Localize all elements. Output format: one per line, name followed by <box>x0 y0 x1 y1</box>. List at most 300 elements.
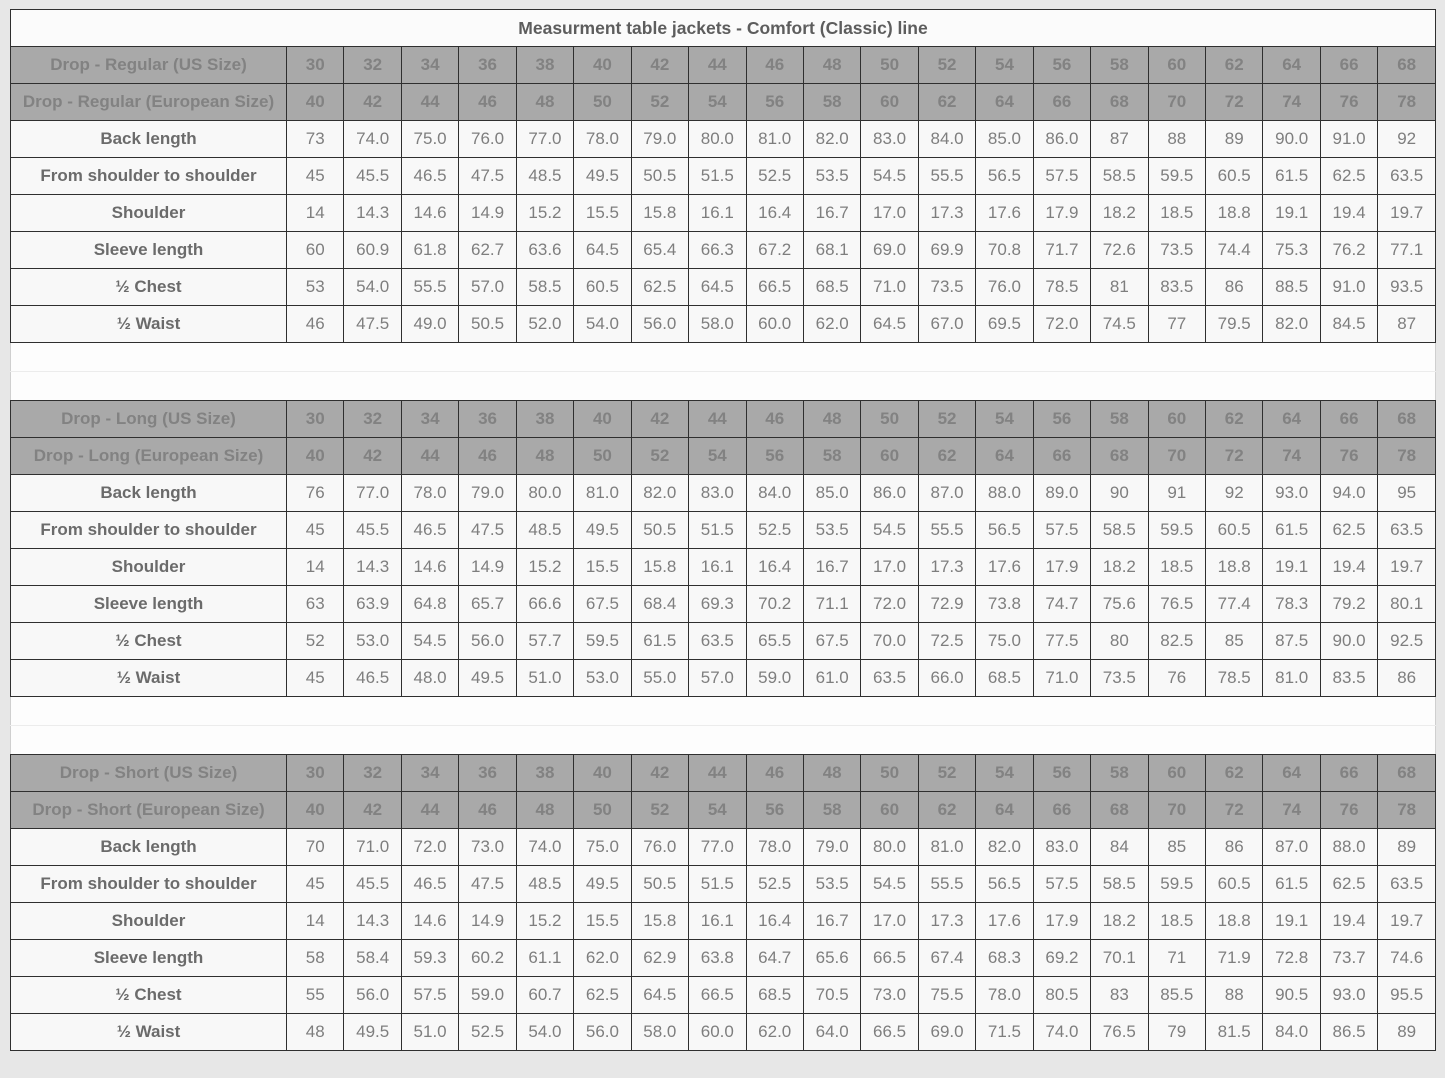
value-cell: 53.5 <box>803 512 860 549</box>
size-cell: 48 <box>516 792 573 829</box>
value-cell: 84 <box>1091 829 1148 866</box>
value-cell: 19.4 <box>1320 195 1377 232</box>
value-cell: 76 <box>287 475 344 512</box>
value-cell: 56.5 <box>976 512 1033 549</box>
spacer-row <box>11 697 1436 726</box>
size-cell: 68 <box>1091 84 1148 121</box>
size-cell: 74 <box>1263 792 1320 829</box>
value-cell: 67.5 <box>803 623 860 660</box>
value-cell: 66.6 <box>516 586 573 623</box>
value-cell: 79.2 <box>1320 586 1377 623</box>
value-cell: 60.9 <box>344 232 401 269</box>
value-cell: 59.5 <box>1148 158 1205 195</box>
value-cell: 14.9 <box>459 549 516 586</box>
measurement-row <box>11 195 1436 232</box>
value-cell: 51.5 <box>689 866 746 903</box>
size-cell: 44 <box>401 438 458 475</box>
value-cell: 71.5 <box>976 1014 1033 1051</box>
size-cell: 64 <box>1263 47 1320 84</box>
value-cell: 49.5 <box>574 512 631 549</box>
value-cell: 54.5 <box>861 512 918 549</box>
value-cell: 63.5 <box>1378 158 1436 195</box>
row-label: Sleeve length <box>11 940 287 977</box>
value-cell: 63 <box>287 586 344 623</box>
size-cell: 40 <box>287 792 344 829</box>
value-cell: 71.0 <box>344 829 401 866</box>
size-cell: 66 <box>1320 401 1377 438</box>
value-cell: 77.0 <box>516 121 573 158</box>
measurement-row <box>11 512 1436 549</box>
section-header-row <box>11 755 1436 792</box>
section-header-label: Drop - Short (US Size) <box>11 755 287 792</box>
value-cell: 17.0 <box>861 903 918 940</box>
value-cell: 78.0 <box>976 977 1033 1014</box>
value-cell: 65.7 <box>459 586 516 623</box>
value-cell: 90.0 <box>1320 623 1377 660</box>
size-cell: 44 <box>401 84 458 121</box>
value-cell: 81.0 <box>746 121 803 158</box>
value-cell: 18.8 <box>1206 195 1263 232</box>
section-header-label: Drop - Long (US Size) <box>11 401 287 438</box>
value-cell: 78.0 <box>574 121 631 158</box>
value-cell: 85.0 <box>976 121 1033 158</box>
value-cell: 60.7 <box>516 977 573 1014</box>
value-cell: 72.8 <box>1263 940 1320 977</box>
value-cell: 73.7 <box>1320 940 1377 977</box>
value-cell: 83.5 <box>1320 660 1377 697</box>
value-cell: 62.0 <box>574 940 631 977</box>
value-cell: 60.0 <box>746 306 803 343</box>
value-cell: 62.5 <box>1320 866 1377 903</box>
value-cell: 73.5 <box>1091 660 1148 697</box>
value-cell: 66.0 <box>918 660 975 697</box>
value-cell: 70.2 <box>746 586 803 623</box>
size-cell: 46 <box>746 401 803 438</box>
size-cell: 78 <box>1378 792 1436 829</box>
value-cell: 60.2 <box>459 940 516 977</box>
size-cell: 52 <box>918 47 975 84</box>
size-cell: 52 <box>631 438 688 475</box>
value-cell: 17.3 <box>918 903 975 940</box>
value-cell: 15.2 <box>516 549 573 586</box>
value-cell: 53 <box>287 269 344 306</box>
value-cell: 57.0 <box>459 269 516 306</box>
value-cell: 46.5 <box>401 512 458 549</box>
value-cell: 56.0 <box>459 623 516 660</box>
value-cell: 45 <box>287 512 344 549</box>
size-cell: 70 <box>1148 792 1205 829</box>
size-cell: 76 <box>1320 84 1377 121</box>
size-cell: 64 <box>976 84 1033 121</box>
value-cell: 75.0 <box>976 623 1033 660</box>
value-cell: 78.5 <box>1206 660 1263 697</box>
value-cell: 14.6 <box>401 549 458 586</box>
value-cell: 95 <box>1378 475 1436 512</box>
size-cell: 62 <box>1206 401 1263 438</box>
size-cell: 42 <box>344 792 401 829</box>
value-cell: 87.0 <box>1263 829 1320 866</box>
value-cell: 80.5 <box>1033 977 1090 1014</box>
size-cell: 42 <box>344 84 401 121</box>
value-cell: 79.0 <box>803 829 860 866</box>
measurement-table <box>10 9 1436 1051</box>
value-cell: 76.0 <box>459 121 516 158</box>
value-cell: 56.0 <box>344 977 401 1014</box>
value-cell: 49.5 <box>574 866 631 903</box>
size-cell: 50 <box>861 47 918 84</box>
value-cell: 69.0 <box>861 232 918 269</box>
measurement-row <box>11 660 1436 697</box>
value-cell: 14.3 <box>344 903 401 940</box>
value-cell: 63.5 <box>861 660 918 697</box>
value-cell: 83.0 <box>861 121 918 158</box>
size-cell: 72 <box>1206 792 1263 829</box>
row-label: Shoulder <box>11 549 287 586</box>
value-cell: 47.5 <box>344 306 401 343</box>
value-cell: 52.5 <box>746 512 803 549</box>
value-cell: 75.6 <box>1091 586 1148 623</box>
value-cell: 60 <box>287 232 344 269</box>
value-cell: 49.5 <box>344 1014 401 1051</box>
value-cell: 16.4 <box>746 903 803 940</box>
value-cell: 49.5 <box>574 158 631 195</box>
value-cell: 50.5 <box>631 866 688 903</box>
value-cell: 78.5 <box>1033 269 1090 306</box>
value-cell: 16.7 <box>803 549 860 586</box>
value-cell: 62.5 <box>1320 158 1377 195</box>
size-cell: 50 <box>861 401 918 438</box>
size-cell: 38 <box>516 47 573 84</box>
value-cell: 18.5 <box>1148 549 1205 586</box>
size-cell: 60 <box>861 438 918 475</box>
size-cell: 40 <box>574 401 631 438</box>
row-label: From shoulder to shoulder <box>11 158 287 195</box>
value-cell: 77.5 <box>1033 623 1090 660</box>
measurement-row <box>11 158 1436 195</box>
size-cell: 74 <box>1263 84 1320 121</box>
value-cell: 15.2 <box>516 195 573 232</box>
size-cell: 38 <box>516 401 573 438</box>
value-cell: 70.1 <box>1091 940 1148 977</box>
value-cell: 55.5 <box>918 512 975 549</box>
section-header-row <box>11 792 1436 829</box>
size-cell: 48 <box>516 84 573 121</box>
value-cell: 68.5 <box>803 269 860 306</box>
size-cell: 62 <box>1206 755 1263 792</box>
measurement-row <box>11 232 1436 269</box>
value-cell: 70 <box>287 829 344 866</box>
size-cell: 32 <box>344 47 401 84</box>
value-cell: 84.0 <box>918 121 975 158</box>
value-cell: 66.5 <box>861 940 918 977</box>
measurement-row <box>11 549 1436 586</box>
size-cell: 36 <box>459 401 516 438</box>
row-label: From shoulder to shoulder <box>11 866 287 903</box>
value-cell: 80.0 <box>861 829 918 866</box>
value-cell: 74.0 <box>516 829 573 866</box>
value-cell: 93.0 <box>1263 475 1320 512</box>
value-cell: 90.5 <box>1263 977 1320 1014</box>
value-cell: 62.5 <box>574 977 631 1014</box>
size-cell: 48 <box>516 438 573 475</box>
row-label: Sleeve length <box>11 586 287 623</box>
value-cell: 71.9 <box>1206 940 1263 977</box>
value-cell: 54.0 <box>574 306 631 343</box>
value-cell: 63.8 <box>689 940 746 977</box>
value-cell: 72.0 <box>401 829 458 866</box>
size-cell: 34 <box>401 401 458 438</box>
value-cell: 68.4 <box>631 586 688 623</box>
value-cell: 51.5 <box>689 158 746 195</box>
value-cell: 58 <box>287 940 344 977</box>
value-cell: 16.7 <box>803 195 860 232</box>
size-cell: 46 <box>459 792 516 829</box>
value-cell: 71.0 <box>1033 660 1090 697</box>
size-cell: 52 <box>918 755 975 792</box>
value-cell: 82.0 <box>631 475 688 512</box>
value-cell: 76.5 <box>1091 1014 1148 1051</box>
row-label: ½ Waist <box>11 1014 287 1051</box>
size-cell: 56 <box>1033 755 1090 792</box>
value-cell: 75.0 <box>401 121 458 158</box>
size-cell: 36 <box>459 755 516 792</box>
value-cell: 52.5 <box>746 158 803 195</box>
section-header-row <box>11 47 1436 84</box>
value-cell: 91 <box>1148 475 1205 512</box>
value-cell: 19.7 <box>1378 903 1436 940</box>
value-cell: 17.0 <box>861 195 918 232</box>
value-cell: 62.0 <box>803 306 860 343</box>
spacer-cell <box>11 726 1436 755</box>
measurement-row <box>11 475 1436 512</box>
value-cell: 64.5 <box>574 232 631 269</box>
value-cell: 88.0 <box>1320 829 1377 866</box>
value-cell: 66.3 <box>689 232 746 269</box>
size-cell: 72 <box>1206 84 1263 121</box>
value-cell: 69.3 <box>689 586 746 623</box>
size-cell: 62 <box>918 438 975 475</box>
value-cell: 73.5 <box>918 269 975 306</box>
value-cell: 17.9 <box>1033 195 1090 232</box>
value-cell: 56.0 <box>574 1014 631 1051</box>
value-cell: 73.0 <box>861 977 918 1014</box>
value-cell: 61.5 <box>1263 158 1320 195</box>
value-cell: 73.0 <box>459 829 516 866</box>
section-header-label: Drop - Regular (European Size) <box>11 84 287 121</box>
value-cell: 14 <box>287 195 344 232</box>
value-cell: 59.5 <box>574 623 631 660</box>
size-cell: 32 <box>344 401 401 438</box>
value-cell: 83 <box>1091 977 1148 1014</box>
value-cell: 50.5 <box>631 158 688 195</box>
value-cell: 90.0 <box>1263 121 1320 158</box>
value-cell: 14.6 <box>401 903 458 940</box>
value-cell: 17.9 <box>1033 903 1090 940</box>
size-cell: 48 <box>803 401 860 438</box>
value-cell: 74.4 <box>1206 232 1263 269</box>
size-cell: 40 <box>287 438 344 475</box>
value-cell: 58.5 <box>516 269 573 306</box>
value-cell: 52.0 <box>516 306 573 343</box>
value-cell: 63.5 <box>1378 866 1436 903</box>
value-cell: 58.5 <box>1091 512 1148 549</box>
value-cell: 65.5 <box>746 623 803 660</box>
value-cell: 71 <box>1148 940 1205 977</box>
value-cell: 86.5 <box>1320 1014 1377 1051</box>
measurement-row <box>11 121 1436 158</box>
size-cell: 46 <box>459 84 516 121</box>
value-cell: 46.5 <box>401 158 458 195</box>
value-cell: 45.5 <box>344 512 401 549</box>
value-cell: 82.0 <box>1263 306 1320 343</box>
size-cell: 56 <box>746 792 803 829</box>
value-cell: 74.5 <box>1091 306 1148 343</box>
value-cell: 80.1 <box>1378 586 1436 623</box>
value-cell: 61.5 <box>1263 866 1320 903</box>
value-cell: 62.9 <box>631 940 688 977</box>
value-cell: 68.5 <box>976 660 1033 697</box>
value-cell: 82.0 <box>976 829 1033 866</box>
size-cell: 54 <box>689 438 746 475</box>
row-label: ½ Waist <box>11 306 287 343</box>
measurement-row <box>11 269 1436 306</box>
value-cell: 94.0 <box>1320 475 1377 512</box>
value-cell: 72.9 <box>918 586 975 623</box>
value-cell: 70.8 <box>976 232 1033 269</box>
value-cell: 69.9 <box>918 232 975 269</box>
value-cell: 45 <box>287 158 344 195</box>
value-cell: 81.5 <box>1206 1014 1263 1051</box>
value-cell: 66.5 <box>746 269 803 306</box>
size-cell: 70 <box>1148 438 1205 475</box>
value-cell: 86 <box>1378 660 1436 697</box>
size-cell: 78 <box>1378 438 1436 475</box>
value-cell: 88.0 <box>976 475 1033 512</box>
size-cell: 54 <box>976 47 1033 84</box>
row-label: ½ Chest <box>11 269 287 306</box>
value-cell: 54.0 <box>344 269 401 306</box>
value-cell: 76 <box>1148 660 1205 697</box>
value-cell: 92 <box>1206 475 1263 512</box>
value-cell: 63.5 <box>1378 512 1436 549</box>
value-cell: 59.3 <box>401 940 458 977</box>
value-cell: 72.5 <box>918 623 975 660</box>
value-cell: 46.5 <box>344 660 401 697</box>
value-cell: 88 <box>1206 977 1263 1014</box>
value-cell: 86 <box>1206 829 1263 866</box>
value-cell: 73.5 <box>1148 232 1205 269</box>
value-cell: 17.3 <box>918 549 975 586</box>
value-cell: 75.3 <box>1263 232 1320 269</box>
size-cell: 50 <box>861 755 918 792</box>
value-cell: 76.2 <box>1320 232 1377 269</box>
value-cell: 84.5 <box>1320 306 1377 343</box>
value-cell: 81 <box>1091 269 1148 306</box>
measurement-row <box>11 866 1436 903</box>
value-cell: 14.9 <box>459 903 516 940</box>
size-cell: 64 <box>976 438 1033 475</box>
value-cell: 50.5 <box>631 512 688 549</box>
size-cell: 42 <box>631 755 688 792</box>
size-cell: 52 <box>918 401 975 438</box>
row-label: Shoulder <box>11 903 287 940</box>
value-cell: 74.0 <box>344 121 401 158</box>
value-cell: 57.5 <box>1033 866 1090 903</box>
value-cell: 46.5 <box>401 866 458 903</box>
value-cell: 53.0 <box>344 623 401 660</box>
value-cell: 68.3 <box>976 940 1033 977</box>
size-cell: 32 <box>344 755 401 792</box>
value-cell: 19.7 <box>1378 549 1436 586</box>
measurement-row <box>11 903 1436 940</box>
value-cell: 58.0 <box>631 1014 688 1051</box>
size-cell: 66 <box>1320 755 1377 792</box>
value-cell: 57.0 <box>689 660 746 697</box>
size-cell: 46 <box>746 755 803 792</box>
value-cell: 67.0 <box>918 306 975 343</box>
section-header-row <box>11 401 1436 438</box>
value-cell: 68.1 <box>803 232 860 269</box>
size-cell: 68 <box>1378 401 1436 438</box>
value-cell: 59.0 <box>746 660 803 697</box>
value-cell: 64.5 <box>861 306 918 343</box>
size-cell: 78 <box>1378 84 1436 121</box>
value-cell: 62.5 <box>1320 512 1377 549</box>
value-cell: 54.5 <box>861 866 918 903</box>
value-cell: 72.0 <box>1033 306 1090 343</box>
size-cell: 68 <box>1378 47 1436 84</box>
value-cell: 52.5 <box>459 1014 516 1051</box>
value-cell: 48 <box>287 1014 344 1051</box>
value-cell: 76.5 <box>1148 586 1205 623</box>
value-cell: 86.0 <box>1033 121 1090 158</box>
value-cell: 14.3 <box>344 195 401 232</box>
size-cell: 54 <box>976 401 1033 438</box>
value-cell: 16.1 <box>689 195 746 232</box>
size-cell: 54 <box>689 84 746 121</box>
size-cell: 66 <box>1033 438 1090 475</box>
value-cell: 15.8 <box>631 195 688 232</box>
value-cell: 65.4 <box>631 232 688 269</box>
value-cell: 15.5 <box>574 903 631 940</box>
measurement-row <box>11 1014 1436 1051</box>
size-cell: 40 <box>287 84 344 121</box>
size-cell: 60 <box>1148 401 1205 438</box>
value-cell: 63.6 <box>516 232 573 269</box>
spacer-row <box>11 372 1436 401</box>
size-cell: 44 <box>689 755 746 792</box>
value-cell: 92 <box>1378 121 1436 158</box>
value-cell: 16.7 <box>803 903 860 940</box>
value-cell: 56.5 <box>976 158 1033 195</box>
value-cell: 74.7 <box>1033 586 1090 623</box>
measurement-row <box>11 586 1436 623</box>
value-cell: 57.5 <box>401 977 458 1014</box>
size-cell: 66 <box>1033 84 1090 121</box>
value-cell: 15.2 <box>516 903 573 940</box>
value-cell: 62.0 <box>746 1014 803 1051</box>
value-cell: 14 <box>287 903 344 940</box>
value-cell: 67.2 <box>746 232 803 269</box>
value-cell: 85.0 <box>803 475 860 512</box>
value-cell: 53.5 <box>803 158 860 195</box>
value-cell: 89.0 <box>1033 475 1090 512</box>
value-cell: 88 <box>1148 121 1205 158</box>
value-cell: 65.6 <box>803 940 860 977</box>
value-cell: 61.1 <box>516 940 573 977</box>
value-cell: 75.5 <box>918 977 975 1014</box>
value-cell: 18.2 <box>1091 195 1148 232</box>
